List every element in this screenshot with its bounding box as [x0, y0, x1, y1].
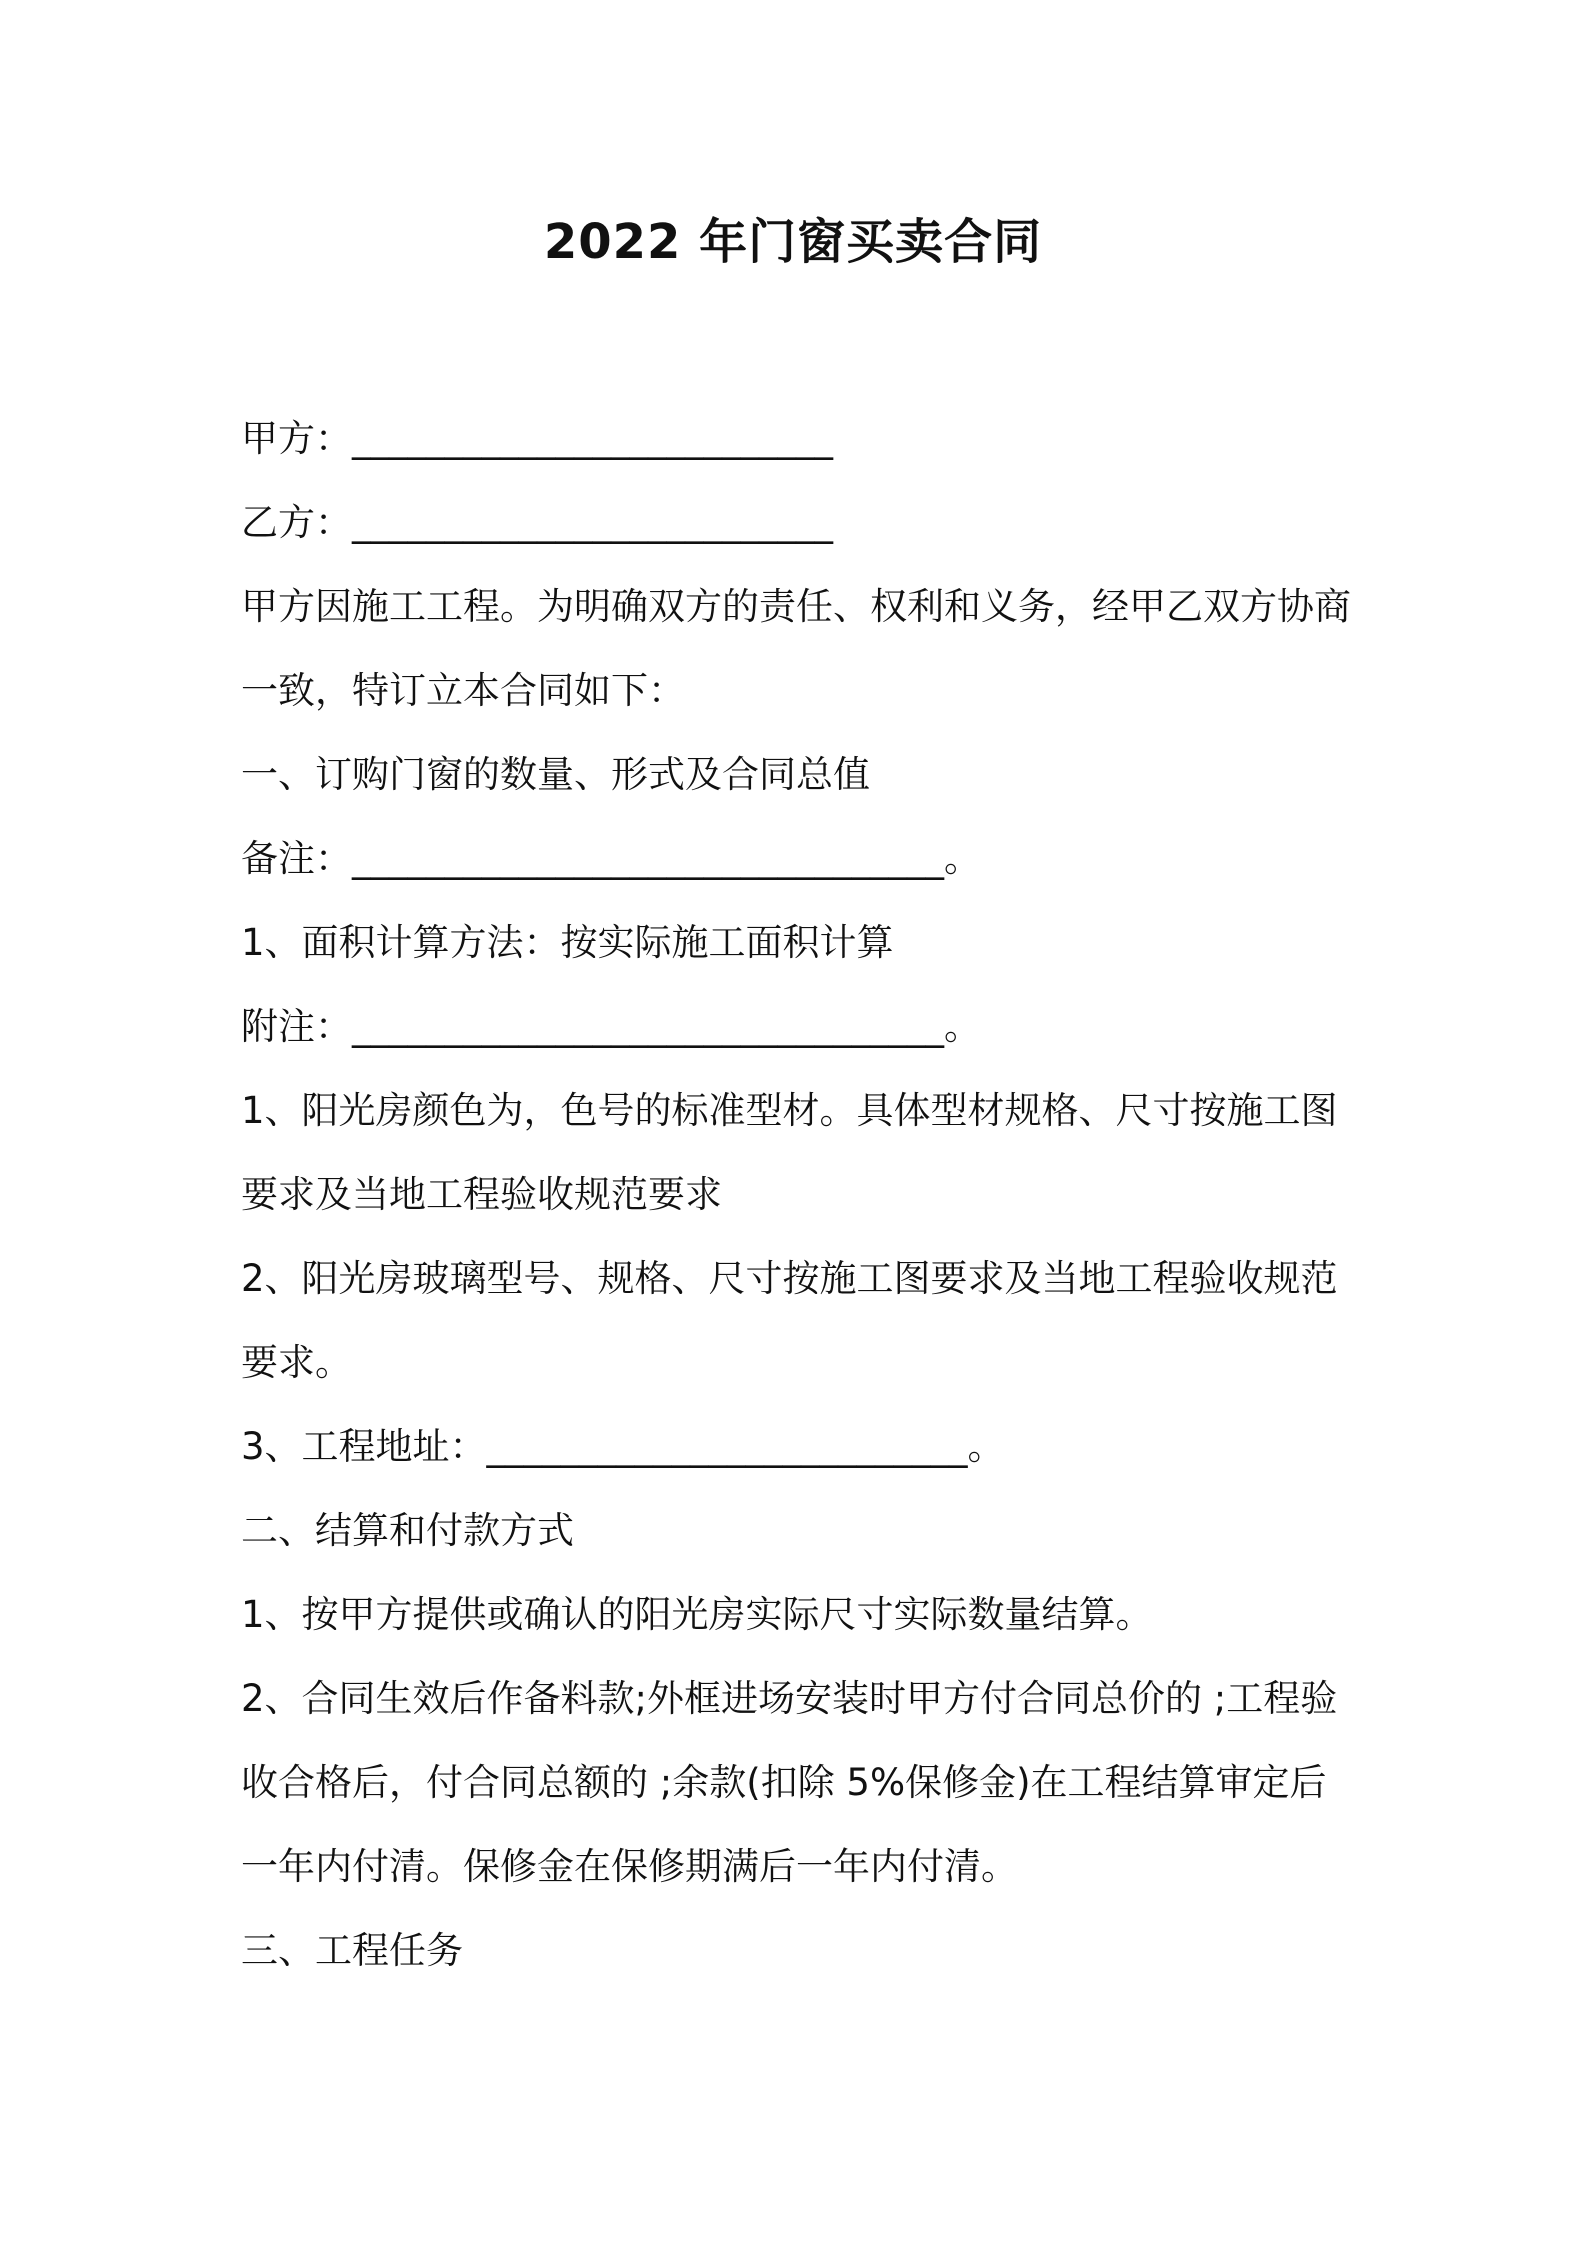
preamble-line-2: 一致，特订立本合同如下：: [241, 669, 685, 712]
party-a-line: 甲方：__________________________: [241, 417, 833, 460]
clause-glass-line-2: 要求。: [241, 1341, 352, 1384]
section-heading-1: 一、订购门窗的数量、形式及合同总值: [241, 753, 870, 796]
clause-glass-line-1: 2、阳光房玻璃型号、规格、尺寸按施工图要求及当地工程验收规范: [241, 1257, 1338, 1300]
party-b-line: 乙方：__________________________: [241, 501, 833, 544]
section-heading-2: 二、结算和付款方式: [241, 1509, 574, 1552]
remark-line: 备注：________________________________。: [241, 837, 981, 880]
clause-area-calculation: 1、面积计算方法：按实际施工面积计算: [241, 921, 894, 964]
document-title: 2022 年门窗买卖合同: [543, 214, 1043, 270]
clause-payment-line-2: 收合格后，付合同总额的 ;余款(扣除 5%保修金)在工程结算审定后: [241, 1761, 1327, 1804]
clause-settlement: 1、按甲方提供或确认的阳光房实际尺寸实际数量结算。: [241, 1593, 1153, 1636]
clause-color-line-2: 要求及当地工程验收规范要求: [241, 1173, 722, 1216]
preamble-line-1: 甲方因施工工程。为明确双方的责任、权利和义务，经甲乙双方协商: [241, 585, 1351, 628]
annex-note-line: 附注：________________________________。: [241, 1005, 981, 1048]
clause-color-line-1: 1、阳光房颜色为，色号的标准型材。具体型材规格、尺寸按施工图: [241, 1089, 1338, 1132]
clause-payment-line-1: 2、合同生效后作备料款;外框进场安装时甲方付合同总价的 ;工程验: [241, 1677, 1338, 1720]
clause-address-line: 3、工程地址：__________________________。: [241, 1425, 1005, 1468]
clause-payment-line-3: 一年内付清。保修金在保修期满后一年内付清。: [241, 1845, 1018, 1888]
section-heading-3: 三、工程任务: [241, 1929, 463, 1972]
